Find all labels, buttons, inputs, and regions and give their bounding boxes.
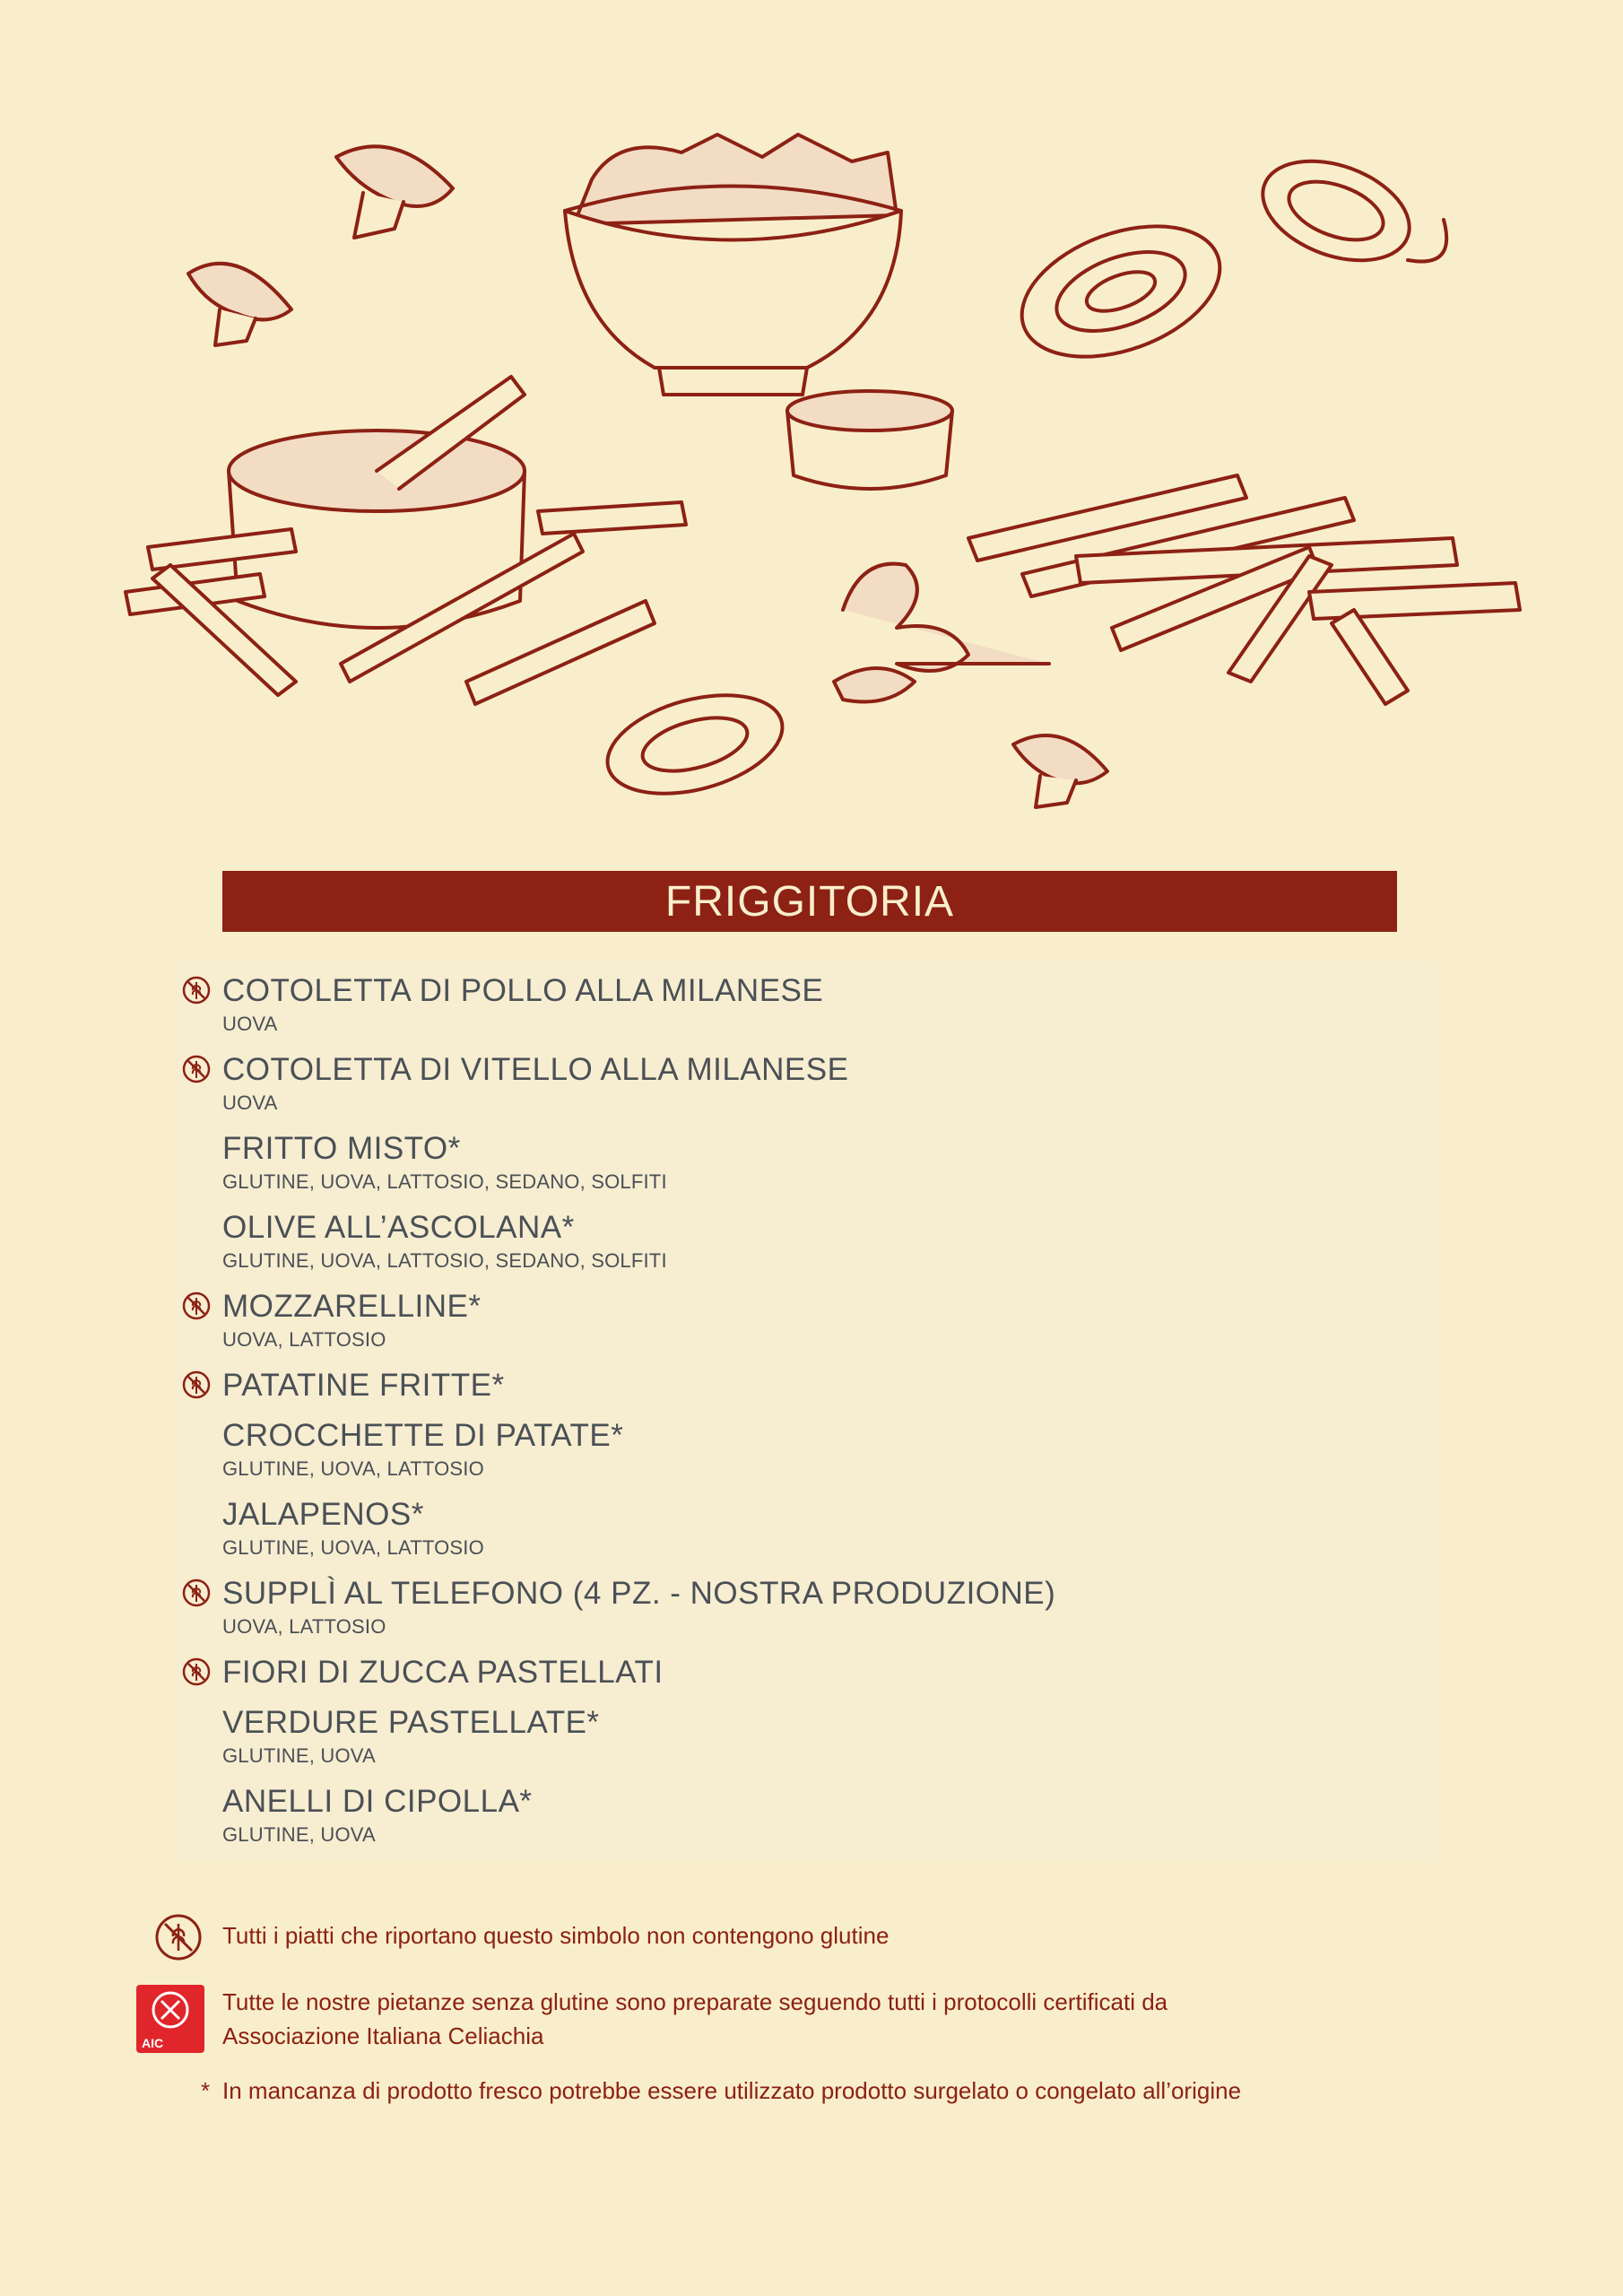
mushroom-icon [1013,735,1107,807]
gluten-free-note: Tutti i piatti che riportano questo simbolo non contengono glutine [222,1922,890,1949]
gluten-free-icon [154,1913,203,1961]
menu-item [222,1366,505,1405]
gluten-free-icon [181,1291,212,1321]
food-illustration [0,0,1623,825]
frozen-note: In mancanza di prodotto fresco potrebbe essere utilizzato prodotto surgelato o congelato all’origine [222,2077,1242,2104]
potato-bowl-icon [565,135,901,395]
gluten-free-icon [181,975,212,1005]
menu-item-allergens: UOVA [222,1013,278,1035]
aic-note-line2: Associazione Italiana Celiachia [222,2022,544,2049]
french-fries-icon [968,475,1520,704]
menu-item-name: FRITTO MISTO* [222,1131,461,1166]
sauce-cup-icon [787,391,952,489]
menu-item [222,1703,600,1768]
menu-item-allergens: UOVA [222,1091,278,1114]
gluten-free-icon [181,1054,212,1084]
gluten-free-icon [181,1578,212,1608]
menu-item-allergens: GLUTINE, UOVA, LATTOSIO [222,1536,484,1559]
menu-item [222,1208,667,1273]
onion-ring-icon [1249,143,1446,279]
menu-item-name: ANELLI DI CIPOLLA* [222,1784,533,1819]
menu-item-name: PATATINE FRITTE* [222,1368,505,1403]
menu-item [222,1574,1055,1639]
menu-item-name: FIORI DI ZUCCA PASTELLATI [222,1655,664,1690]
mushroom-icon [336,146,453,238]
aic-note-line1: Tutte le nostre pietanze senza glutine sono preparate seguendo tutti i protocolli certificati da [222,1988,1168,2015]
menu-item [222,1653,664,1692]
gluten-free-icon [181,1657,212,1687]
menu-item [222,1050,848,1115]
french-fries-icon [126,502,686,704]
section-header-bar [222,871,1397,932]
menu-item-allergens: UOVA, LATTOSIO [222,1328,386,1351]
menu-item [222,1495,484,1560]
menu-item-allergens: GLUTINE, UOVA [222,1744,376,1767]
menu-item-name: OLIVE ALL’ASCOLANA* [222,1210,575,1245]
menu-item-name: COTOLETTA DI VITELLO ALLA MILANESE [222,1052,849,1087]
menu-item [222,971,823,1036]
menu-item-allergens: UOVA, LATTOSIO [222,1615,386,1638]
menu-item-name: JALAPENOS* [222,1497,424,1532]
menu-item-allergens: GLUTINE, UOVA, LATTOSIO [222,1457,484,1480]
gluten-free-icon [181,1370,212,1400]
menu-item-name: MOZZARELLINE* [222,1289,482,1324]
menu-item-allergens: GLUTINE, UOVA, LATTOSIO, SEDANO, SOLFITI [222,1249,667,1272]
menu-item [222,1287,482,1352]
frozen-mark: * [201,2077,211,2104]
menu-item-allergens: GLUTINE, UOVA, LATTOSIO, SEDANO, SOLFITI [222,1170,667,1193]
menu-item-name: COTOLETTA DI POLLO ALLA MILANESE [222,973,824,1008]
onion-ring-icon [1004,202,1238,382]
aic-logo-text: AIC [142,2036,164,2050]
menu-item-name: CROCCHETTE DI PATATE* [222,1418,624,1453]
aic-logo-icon [136,1985,204,2053]
mushroom-icon [188,264,291,345]
parsley-icon [834,564,1049,702]
menu-item [222,1782,533,1847]
menu-item [222,1129,667,1194]
section-title: FRIGGITORIA [664,877,955,926]
onion-ring-icon [596,678,793,811]
menu-item-name: SUPPLÌ AL TELEFONO (4 PZ. - NOSTRA PRODUZIONE) [222,1576,1056,1611]
menu-item-name: VERDURE PASTELLATE* [222,1705,600,1740]
menu-item-allergens: GLUTINE, UOVA [222,1823,376,1846]
menu-item [222,1416,623,1481]
